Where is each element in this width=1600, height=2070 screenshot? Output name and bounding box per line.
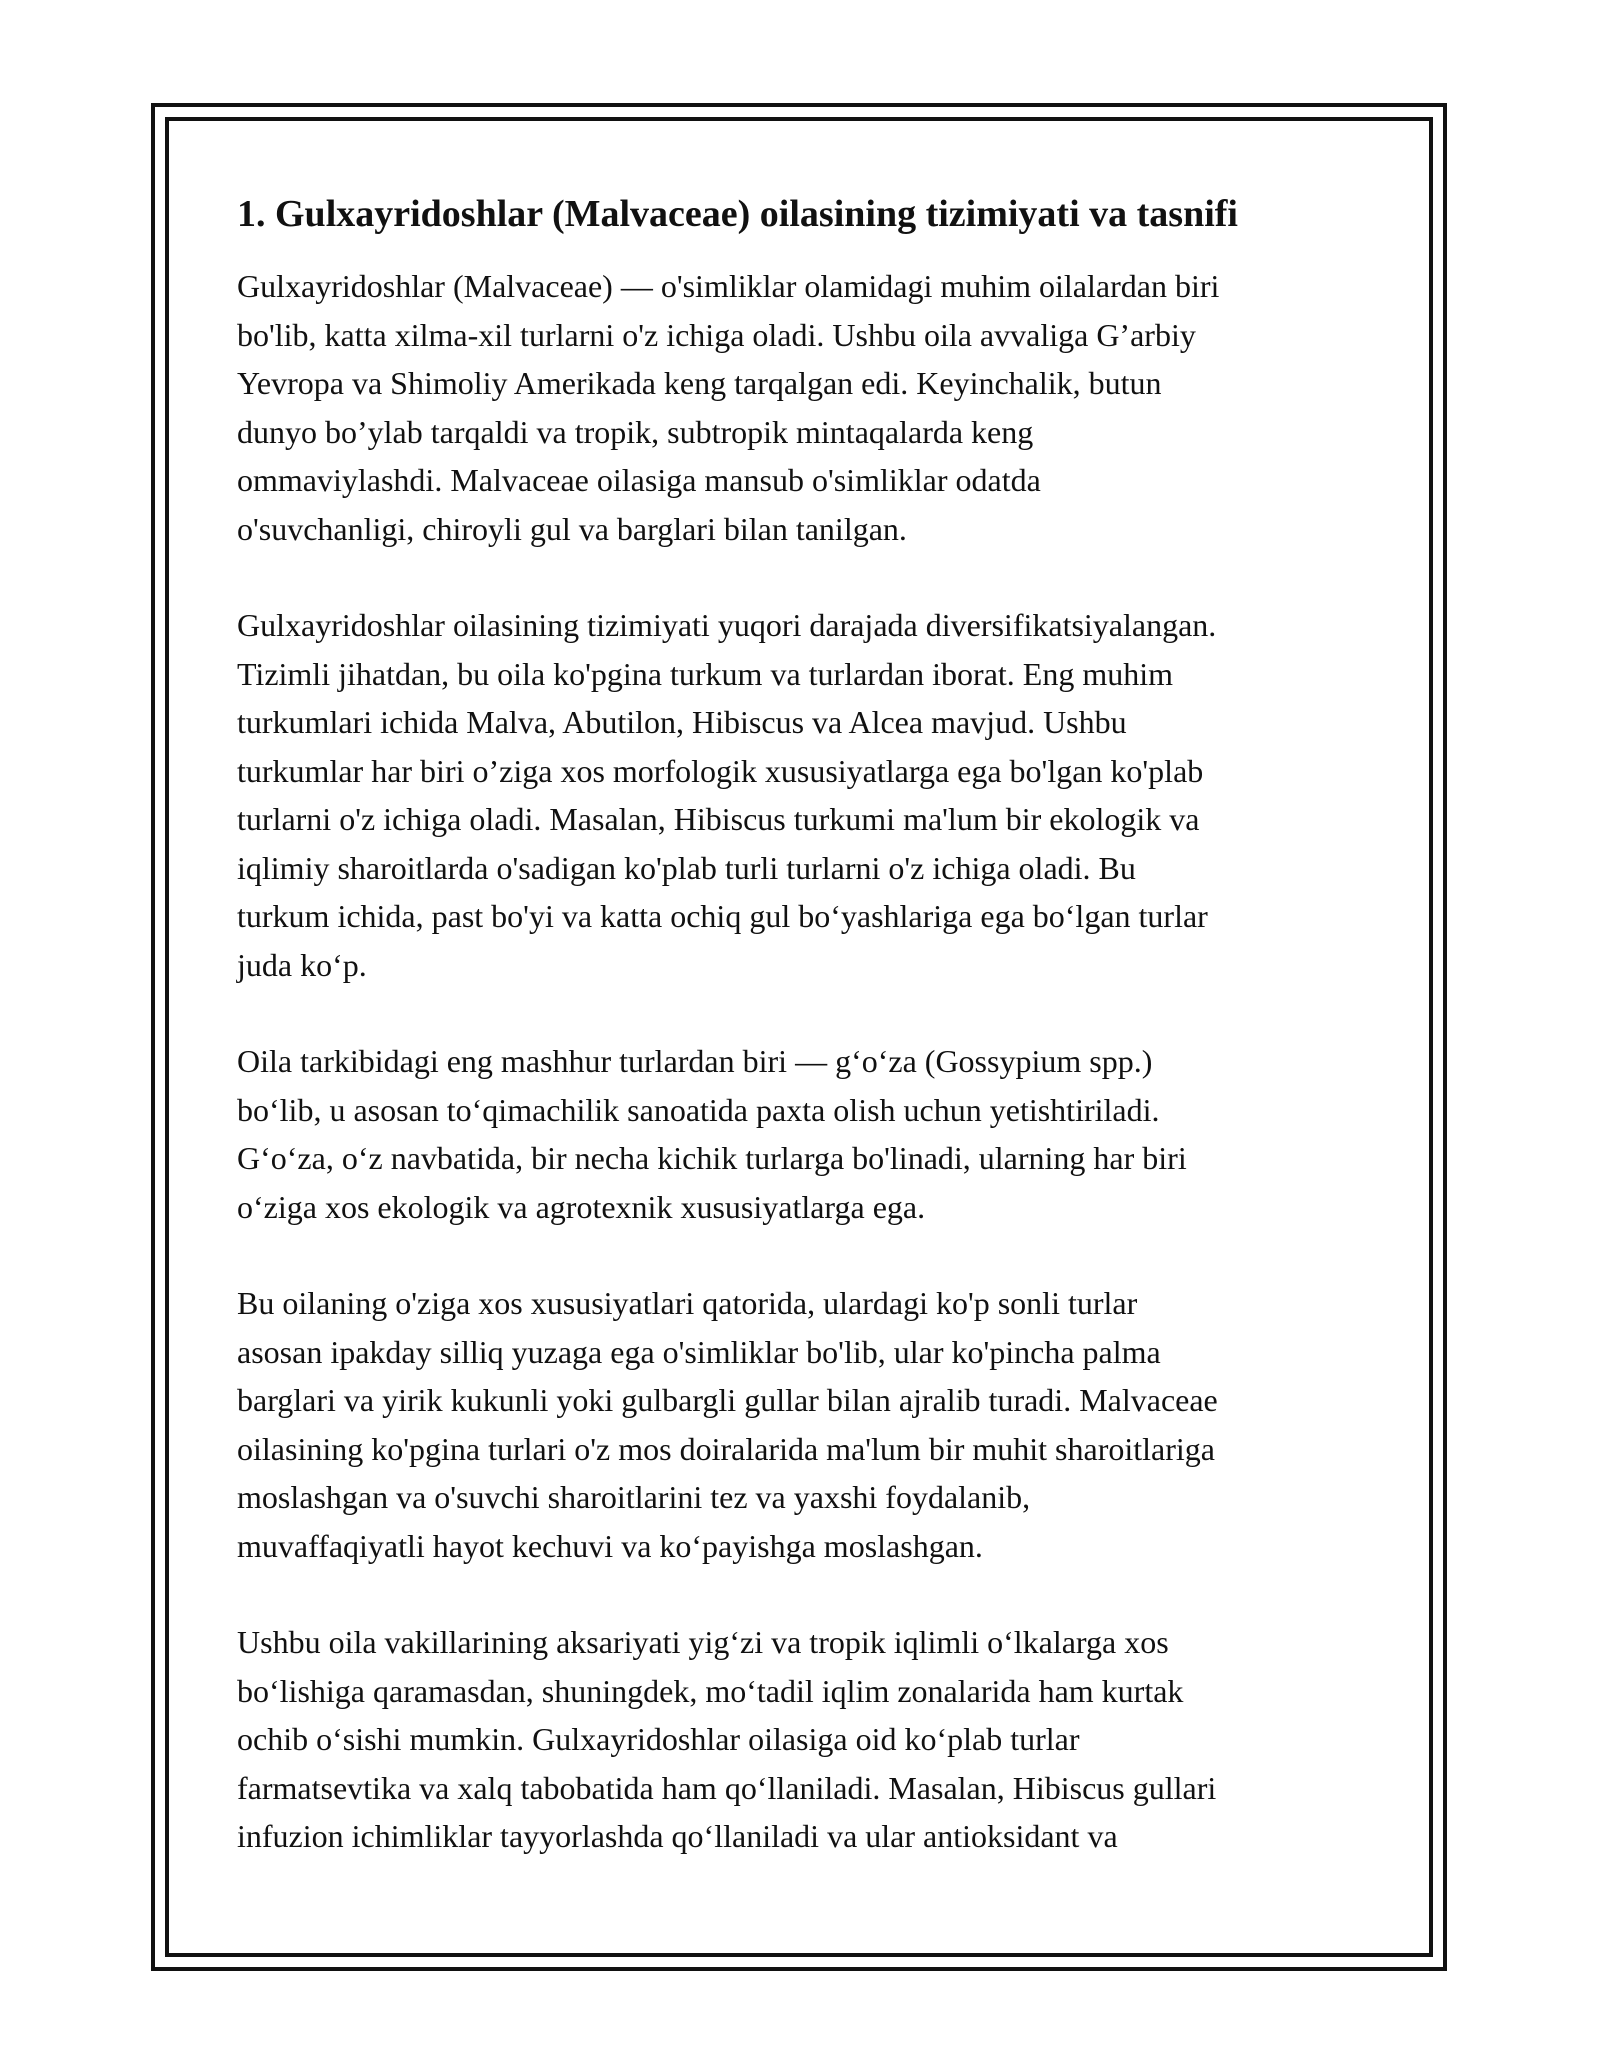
text-line: moslashgan va o'suvchi sharoitlarini tez va yaxshi foydalanib, [237, 1479, 1031, 1515]
text-line: infuzion ichimliklar tayyorlashda qo‘llaniladi va ular antioksidant va [237, 1818, 1118, 1854]
text-line: dunyo bo’ylab tarqaldi va tropik, subtropik mintaqalarda keng [237, 413, 1034, 450]
text-line: turkum ichida, past bo'yi va katta ochiq gul bo‘yashlariga ega bo‘lgan turlar [237, 898, 1208, 934]
text-line: turlarni o'z ichiga oladi. Masalan, Hibiscus turkumi ma'lum bir ekologik va [237, 801, 1200, 837]
paragraph-1 [237, 262, 1397, 553]
text-line: asosan ipakday silliq yuzaga ega o'simliklar bo'lib, ular ko'pincha palma [237, 1333, 1161, 1370]
text-line: G‘o‘za, o‘z navbatida, bir necha kichik turlarga bo'linadi, ularning har biri [237, 1140, 1187, 1176]
paragraph-2 [237, 601, 1397, 989]
text-line: iqlimiy sharoitlarda o'sadigan ko'plab turli turlarni o'z ichiga oladi. Bu [237, 849, 1136, 886]
text-line: muvaffaqiyatli hayot kechuvi va ko‘payishga moslashgan. [237, 1527, 983, 1564]
text-line: bo‘lishiga qaramasdan, shuningdek, mo‘tadil iqlim zonalarida ham kurtak [237, 1672, 1184, 1709]
text-line: Yevropa va Shimoliy Amerikada keng tarqalgan edi. Keyinchalik, butun [237, 365, 1162, 401]
section-title: 1. Gulxayridoshlar (Malvaceae) oilasining tizimiyati va tasnifi [237, 193, 1238, 235]
paragraph-5 [237, 1618, 1397, 1861]
text-line: Gulxayridoshlar (Malvaceae) — o'simliklar olamidagi muhim oilalardan biri [237, 268, 1220, 304]
text-line: barglari va yirik kukunli yoki gulbargli gullar bilan ajralib turadi. Malvaceae [237, 1382, 1218, 1418]
text-line: Tizimli jihatdan, bu oila ko'pgina turkum va turlardan iborat. Eng muhim [237, 655, 1173, 692]
text-line: ochib o‘sishi mumkin. Gulxayridoshlar oilasiga oid ko‘plab turlar [237, 1721, 1080, 1757]
text-line: turkumlari ichida Malva, Abutilon, Hibiscus va Alcea mavjud. Ushbu [237, 704, 1127, 740]
text-line: o‘ziga xos ekologik va agrotexnik xususiyatlarga ega. [237, 1188, 926, 1225]
text-line: juda ko‘p. [237, 946, 367, 983]
text-line: Bu oilaning o'ziga xos xususiyatlari qatorida, ulardagi ko'p sonli turlar [237, 1285, 1138, 1321]
text-line: farmatsevtika va xalq tabobatida ham qo‘llaniladi. Masalan, Hibiscus gullari [237, 1769, 1217, 1806]
text-line: turkumlar har biri o’ziga xos morfologik xususiyatlarga ega bo'lgan ko'plab [237, 752, 1204, 789]
text-line: Oila tarkibidagi eng mashhur turlardan biri — g‘o‘za (Gossypium spp.) [237, 1043, 1153, 1079]
text-line: Gulxayridoshlar oilasining tizimiyati yuqori darajada diversifikatsiyalangan. [237, 607, 1217, 643]
text-line: oilasining ko'pgina turlari o'z mos doiralarida ma'lum bir muhit sharoitlariga [237, 1430, 1215, 1467]
document-content [237, 186, 1397, 1909]
paragraph-3 [237, 1037, 1397, 1231]
text-line: o'suvchanligi, chiroyli gul va barglari bilan tanilgan. [237, 510, 907, 547]
paragraph-4 [237, 1279, 1397, 1570]
text-line: bo'lib, katta xilma-xil turlarni o'z ichiga oladi. Ushbu oila avvaliga G’arbiy [237, 316, 1196, 353]
text-line: bo‘lib, u asosan to‘qimachilik sanoatida paxta olish uchun yetishtiriladi. [237, 1091, 1160, 1128]
text-line: Ushbu oila vakillarining aksariyati yig‘zi va tropik iqlimli o‘lkalarga xos [237, 1624, 1169, 1660]
text-line: ommaviylashdi. Malvaceae oilasiga mansub o'simliklar odatda [237, 462, 1041, 498]
